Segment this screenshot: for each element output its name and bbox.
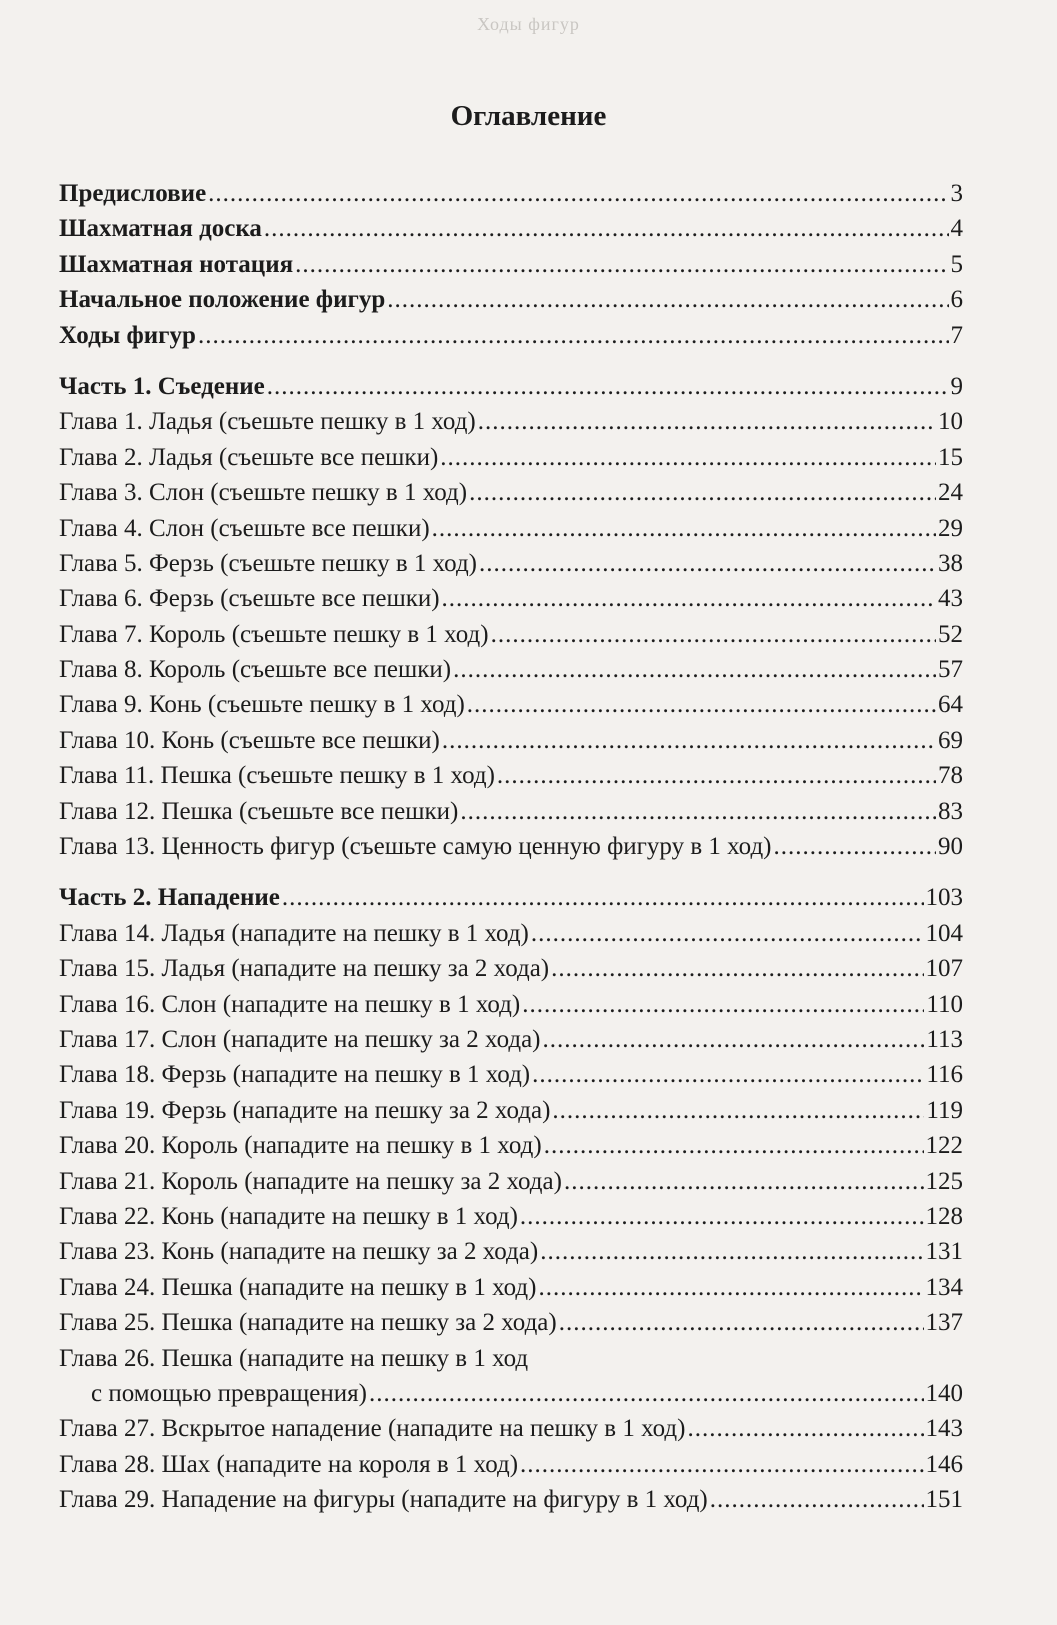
toc-entry-label: Глава 1. Ладья (съешьте пешку в 1 ход) [59, 408, 476, 436]
toc-chapter-22[interactable] [59, 1199, 963, 1234]
toc-entry-page: 90 [938, 833, 963, 861]
toc-entry-label: Глава 24. Пешка (нападите на пешку в 1 ход) [59, 1273, 537, 1301]
toc-entry-label: Глава 9. Конь (съешьте пешку в 1 ход) [59, 691, 465, 719]
toc-entry-label: Глава 2. Ладья (съешьте все пешки) [59, 443, 439, 471]
leader-dots [710, 1482, 924, 1517]
leader-dots [460, 794, 936, 829]
leader-dots [295, 247, 948, 282]
toc-entry-label: Глава 15. Ладья (нападите на пешку за 2 хода) [59, 955, 550, 983]
toc-entry-label: Глава 6. Ферзь (съешьте все пешки) [59, 585, 440, 613]
toc-entry-label: Глава 8. Король (съешьте все пешки) [59, 656, 452, 684]
toc-entry-label: Шахматная доска [59, 215, 262, 243]
toc-entry-page: 146 [925, 1450, 963, 1478]
leader-dots [540, 1234, 923, 1269]
toc-chapter-8[interactable] [59, 652, 963, 687]
toc-entry-label: Глава 17. Слон (нападите на пешку за 2 хода) [59, 1025, 541, 1053]
toc-entry-label: Глава 21. Король (нападите на пешку за 2 хода) [59, 1167, 562, 1195]
toc-entry-page: 24 [938, 479, 963, 507]
toc-entry-page: 125 [925, 1167, 963, 1195]
toc-entry-label: Начальное положение фигур [59, 286, 386, 314]
leader-dots [208, 176, 948, 211]
toc-chapter-29[interactable] [59, 1482, 963, 1517]
toc-entry-label: Глава 10. Конь (съешьте все пешки) [59, 726, 440, 754]
toc-entry-label: с помощью превращения) [91, 1379, 367, 1407]
toc-entry-page: 15 [938, 443, 963, 471]
toc-chapter-27[interactable] [59, 1411, 963, 1446]
toc-entry-label: Глава 18. Ферзь (нападите на пешку в 1 ход) [59, 1061, 531, 1089]
toc-chapter-25[interactable] [59, 1305, 963, 1340]
toc-chapter-9[interactable] [59, 687, 963, 722]
toc-entry-page: 57 [938, 656, 963, 684]
toc-entry-page: 110 [926, 990, 963, 1018]
toc-entry-page: 143 [925, 1415, 963, 1443]
toc-chapter-28[interactable] [59, 1447, 963, 1482]
toc-entry-page: 122 [925, 1132, 963, 1160]
toc-entry-label: Шахматная нотация [59, 250, 294, 278]
toc-part-1-heading[interactable] [59, 369, 963, 404]
toc-entry-label: Глава 23. Конь (нападите на пешку за 2 хода) [59, 1238, 539, 1266]
leader-dots [469, 475, 936, 510]
toc-entry-page: 137 [925, 1309, 963, 1337]
leader-dots [467, 687, 936, 722]
toc-chapter-7[interactable] [59, 617, 963, 652]
toc-chapter-12[interactable] [59, 794, 963, 829]
toc-entry-label: Ходы фигур [59, 321, 196, 349]
leader-dots [552, 1093, 924, 1128]
toc-entry-label: Часть 1. Съедение [59, 372, 265, 400]
toc-chapter-18[interactable] [59, 1057, 963, 1092]
toc-chapter-6[interactable] [59, 581, 963, 616]
toc-entry-label: Глава 27. Вскрытое нападение (нападите на пешку в 1 ход) [59, 1415, 686, 1443]
toc-entry-page: 103 [925, 884, 963, 912]
toc-entry-label: Глава 14. Ладья (нападите на пешку в 1 ход) [59, 919, 529, 947]
toc-chapter-4[interactable] [59, 511, 963, 546]
toc-entry-page: 10 [938, 408, 963, 436]
toc-entry-page: 131 [925, 1238, 963, 1266]
toc-entry-label: Глава 28. Шах (нападите на короля в 1 ход) [59, 1450, 519, 1478]
toc-chapter-21[interactable] [59, 1164, 963, 1199]
toc-chapter-1[interactable] [59, 404, 963, 439]
toc-entry-label: Глава 3. Слон (съешьте пешку в 1 ход) [59, 479, 468, 507]
section-gap [59, 353, 963, 369]
leader-dots [442, 581, 936, 616]
leader-dots [387, 282, 948, 317]
leader-dots [267, 369, 949, 404]
toc-entry-label: Глава 11. Пешка (съешьте пешку в 1 ход) [59, 762, 495, 790]
toc-chapter-19[interactable] [59, 1093, 963, 1128]
toc-entry-page: 38 [938, 549, 963, 577]
toc-entry-page: 69 [938, 726, 963, 754]
leader-dots [491, 617, 936, 652]
toc-chapter-5[interactable] [59, 546, 963, 581]
toc-entry-label: Глава 16. Слон (нападите на пешку в 1 ход) [59, 990, 521, 1018]
toc-entry-page: 104 [925, 919, 963, 947]
toc-entry-label: Глава 20. Король (нападите на пешку в 1 ход) [59, 1132, 542, 1160]
toc-entry-notation[interactable] [59, 247, 963, 282]
toc-chapter-13[interactable] [59, 829, 963, 864]
toc-entry-page: 3 [950, 180, 963, 207]
toc-entry-page: 6 [950, 286, 963, 314]
toc-entry-page: 107 [925, 955, 963, 983]
page-title: Оглавление [450, 100, 607, 132]
toc-part-2-heading[interactable] [59, 880, 963, 915]
toc-chapter-3[interactable] [59, 475, 963, 510]
toc-entry-label: Глава 25. Пешка (нападите на пешку за 2 хода) [59, 1309, 557, 1337]
leader-dots [369, 1376, 924, 1411]
toc-entry-initial-position[interactable] [59, 282, 963, 317]
toc-entry-label: Предисловие [59, 180, 207, 207]
leader-dots [564, 1164, 924, 1199]
leader-dots [442, 723, 936, 758]
leader-dots [453, 652, 936, 687]
leader-dots [544, 1128, 924, 1163]
toc-entry-page: 116 [926, 1061, 963, 1089]
leader-dots [520, 1199, 924, 1234]
toc-entry-label: Глава 12. Пешка (съешьте все пешки) [59, 797, 459, 825]
toc-chapter-11[interactable] [59, 758, 963, 793]
leader-dots [774, 829, 937, 864]
toc-entry-page: 78 [938, 762, 963, 790]
leader-dots [497, 758, 936, 793]
toc-entry-label: Глава 29. Нападение на фигуры (нападите на фигуру в 1 ход) [59, 1486, 708, 1514]
toc-entry-label: Глава 22. Конь (нападите на пешку в 1 ход) [59, 1202, 518, 1230]
toc-entry-label: Глава 19. Ферзь (нападите на пешку за 2 хода) [59, 1096, 551, 1124]
leader-dots [432, 511, 936, 546]
toc-entry-page: 7 [950, 321, 963, 349]
toc-chapter-26-line-2[interactable] [59, 1376, 963, 1411]
toc-entry-page: 119 [926, 1096, 963, 1124]
leader-dots [559, 1305, 924, 1340]
leader-dots [543, 1022, 925, 1057]
leader-dots [532, 1057, 924, 1092]
toc-chapter-26-line-1[interactable]: Глава 26. Пешка (нападите на пешку в 1 ход [59, 1344, 529, 1372]
running-head: Ходы фигур [477, 14, 580, 34]
toc-entry-preface[interactable] [59, 176, 963, 211]
toc-entry-page: 9 [950, 372, 963, 400]
toc-chapter-14[interactable] [59, 916, 963, 951]
toc-entry-page: 140 [925, 1379, 963, 1407]
toc-chapter-23[interactable] [59, 1234, 963, 1269]
toc-entry-label: Часть 2. Нападение [59, 884, 280, 912]
toc-chapter-20[interactable] [59, 1128, 963, 1163]
table-of-contents [59, 176, 963, 1517]
toc-entry-page: 151 [925, 1486, 963, 1514]
leader-dots [538, 1270, 923, 1305]
leader-dots [479, 546, 936, 581]
toc-entry-label: Глава 7. Король (съешьте пешку в 1 ход) [59, 620, 489, 648]
leader-dots [198, 318, 949, 353]
toc-entry-page: 5 [950, 250, 963, 278]
leader-dots [687, 1411, 923, 1446]
toc-entry-page: 134 [925, 1273, 963, 1301]
toc-entry-page: 64 [938, 691, 963, 719]
leader-dots [478, 404, 936, 439]
toc-entry-page: 52 [938, 620, 963, 648]
toc-chapter-15[interactable] [59, 951, 963, 986]
toc-entry-page: 128 [925, 1202, 963, 1230]
toc-entry-page: 43 [938, 585, 963, 613]
toc-chapter-10[interactable] [59, 723, 963, 758]
leader-dots [520, 1447, 923, 1482]
toc-chapter-17[interactable] [59, 1022, 963, 1057]
toc-chapter-16[interactable] [59, 987, 963, 1022]
toc-entry-page: 4 [950, 215, 963, 243]
toc-entry-page: 113 [926, 1025, 963, 1053]
toc-entry-page: 83 [938, 797, 963, 825]
toc-entry-label: Глава 13. Ценность фигур (съешьте самую ценную фигуру в 1 ход) [59, 833, 772, 861]
toc-entry-chessboard[interactable] [59, 211, 963, 246]
toc-entry-page: 29 [938, 514, 963, 542]
section-gap [59, 864, 963, 880]
toc-entry-piece-moves[interactable] [59, 318, 963, 353]
toc-chapter-2[interactable] [59, 440, 963, 475]
leader-dots [282, 880, 924, 915]
toc-chapter-24[interactable] [59, 1270, 963, 1305]
leader-dots [531, 916, 924, 951]
leader-dots [551, 951, 923, 986]
leader-dots [522, 987, 924, 1022]
toc-entry-label: Глава 5. Ферзь (съешьте пешку в 1 ход) [59, 549, 478, 577]
toc-entry-label: Глава 4. Слон (съешьте все пешки) [59, 514, 430, 542]
leader-dots [264, 211, 949, 246]
leader-dots [440, 440, 936, 475]
